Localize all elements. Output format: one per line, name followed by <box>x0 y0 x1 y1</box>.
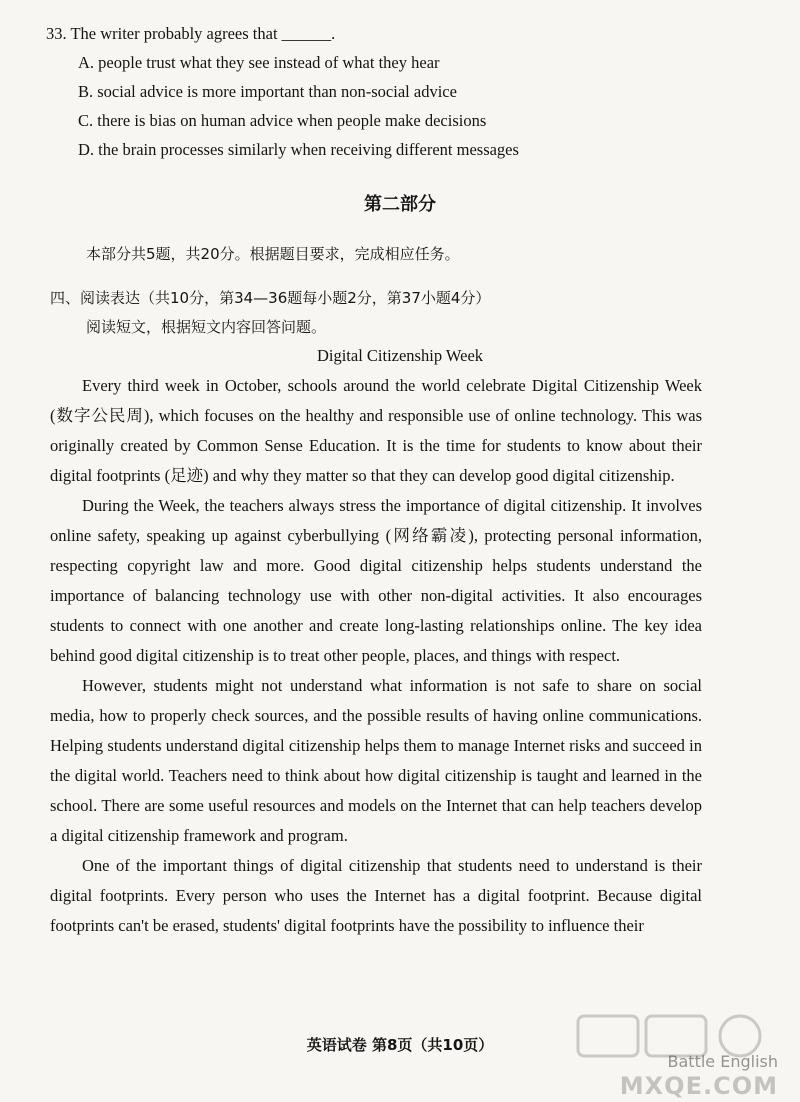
question-33-stem: 33. The writer probably agrees that ______. <box>46 24 336 43</box>
section-four-heading: 四、阅读表达（共10分，第34—36题每小题2分，第37小题4分） <box>50 289 491 307</box>
passage-body <box>50 371 702 941</box>
part-two-instruction: 本部分共5题，共20分。根据题目要求，完成相应任务。 <box>86 245 460 263</box>
question-33-option-a: A. people trust what they see instead of what they hear <box>78 53 440 72</box>
section-four-subheading: 阅读短文，根据短文内容回答问题。 <box>86 318 327 336</box>
question-33-option-d: D. the brain processes similarly when receiving different messages <box>78 140 519 159</box>
paragraph-1: Every third week in October, schools around the world celebrate Digital Citizenship Week (数字公民周), which focuses on the healthy and responsible use of online technology. This was originally created by Common Sense Education. It is the time for students to know about their digital footprints (足迹) and why they matter so that they can develop good digital citizenship. <box>50 376 702 485</box>
passage-title: Digital Citizenship Week <box>316 346 484 365</box>
watermark-label: Battle English <box>667 1052 778 1071</box>
paragraph-3: However, students might not understand what information is not safe to share on social media, how to properly check sources, and the possible results of having online communications. Helping students understand digital citizenship helps them to manage Internet risks and succeed in the digital world. Teachers need to think about how digital citizenship is taught and learned in the school. There are some useful resources and models on the Internet that can help teachers develop a digital citizenship framework and program. <box>50 676 702 845</box>
question-33-option-c: C. there is bias on human advice when people make decisions <box>78 111 487 130</box>
part-two-title: 第二部分 <box>364 194 436 215</box>
watermark-domain: MXQE.COM <box>619 1072 778 1100</box>
page-footer: 英语试卷 第8页（共10页） <box>306 1036 494 1054</box>
paragraph-2: During the Week, the teachers always stress the importance of digital citizenship. It involves online safety, speaking up against cyberbullying (网络霸凌), protecting personal information, respecting copyright law and more. Good digital citizenship helps students understand the importance of balancing technology use with other non-digital activities. It also encourages students to connect with one another and create long-lasting relationships online. The key idea behind good digital citizenship is to treat other people, places, and things with respect. <box>50 496 702 665</box>
paragraph-4: One of the important things of digital citizenship that students need to understand is their digital footprints. Every person who uses the Internet has a digital footprint. Because digital footprints can't be erased, students' digital footprints have the possibility to influence their <box>50 856 702 935</box>
question-33-option-b: B. social advice is more important than non-social advice <box>78 82 457 101</box>
